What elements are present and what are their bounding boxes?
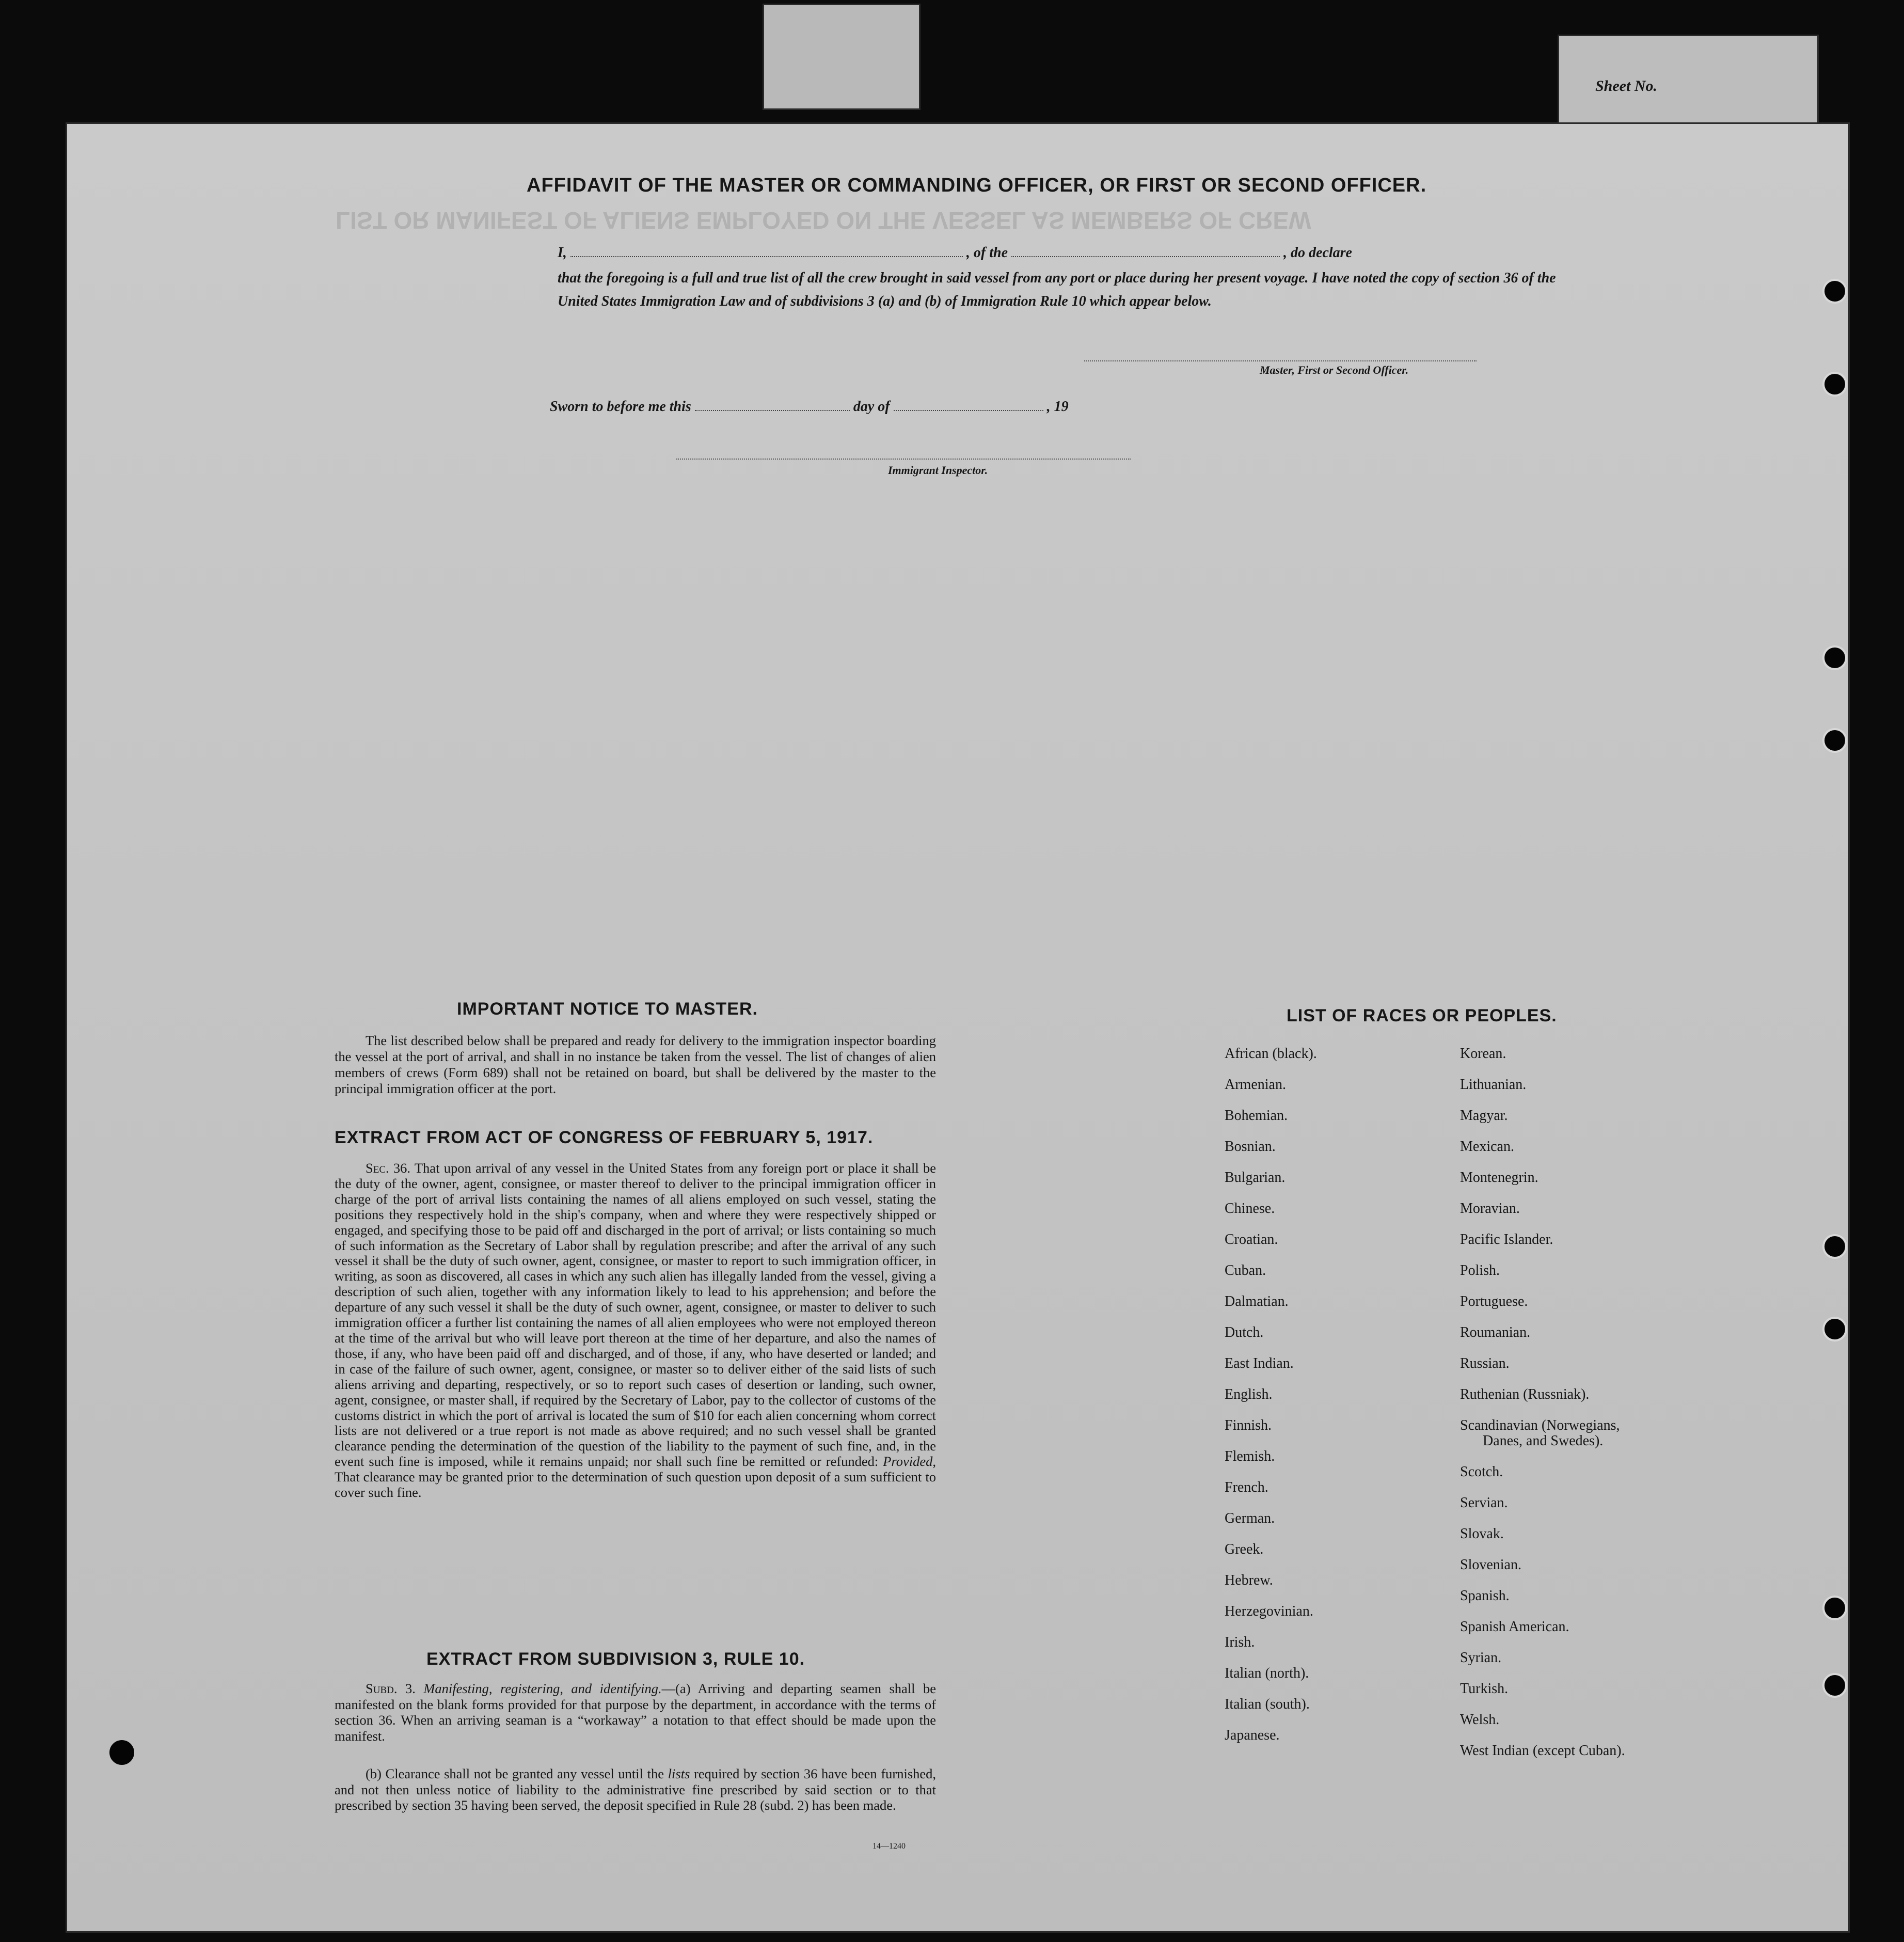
inspector-signature-line[interactable]: [676, 459, 1131, 460]
race-item: English.: [1225, 1386, 1273, 1402]
sheet-number-label: Sheet No.: [1595, 77, 1657, 94]
race-item: Japanese.: [1225, 1727, 1280, 1743]
affidavit-of-the: , of the: [966, 245, 1008, 261]
subd-b-lists: lists: [668, 1766, 690, 1781]
master-name-field[interactable]: [570, 244, 963, 257]
binder-hole: [1822, 1317, 1847, 1341]
race-item: Syrian.: [1460, 1650, 1502, 1666]
sworn-month-field[interactable]: [894, 398, 1043, 411]
race-item: Welsh.: [1460, 1712, 1500, 1728]
race-item: Servian.: [1460, 1495, 1508, 1511]
race-item: Flemish.: [1225, 1448, 1275, 1464]
subd-a-paragraph: [335, 1681, 936, 1744]
binder-hole: [1822, 279, 1847, 304]
sec-36-text: That upon arrival of any vessel in the United States from any foreign port or place it shall be the duty of the owner, agent, consignee, or master thereof to deliver to the principal immigration officer in charge of the port of arrival lists containing the names of all aliens employed on such vessel, stating the positions they respectively hold in the ship's company, when and where they were respectively shipped or engaged, and specifying those to be paid off and discharged in the port of arrival; or lists containing so much of such information as the Secretary of Labor shall by regulation prescribe; and after the arrival of any such vessel it shall be the duty of such owner, agent, consignee, or master to report to such immigration officer, in writing, as soon as discovered, all cases in which any such alien has illegally landed from the vessel, giving a description of such alien, together with any information likely to lead to his apprehension; and before the departure of any such vessel it shall be the duty of such owner, agent, consignee, or master to deliver to such immigration officer a further list containing the names of all alien employees who were not employed thereon at the time of the arrival but who will leave port thereon at the time of her departure, and also the names of those, if any, who have been paid off and discharged, and of those, if any, who have deserted or landed; and in case of the failure of such owner, agent, consignee, or master so to deliver either of the said lists of such aliens arriving and departing, respectively, or so to report such cases of desertion or landing, such owner, agent, consignee, or master shall, if required by the Secretary of Labor, pay to the collector of customs of the customs district in which the port of arrival is located the sum of $10 for each alien concerning whom correct lists are not delivered or a true report is not made as above required; and no such vessel shall be granted clearance pending the determination of the question of the liability to the payment of such fine, and, in the event such fine is imposed, while it remains unpaid; nor shall such fine be remitted or refunded:: [335, 1160, 936, 1470]
subd-a-text: —(a) Arriving and departing seamen shall be manifested on the blank forms provided for that purpose by the department, in accordance with the terms of section 36. When an arriving seaman is a “workaway” a notation to that effect should be made upon the manifest.: [335, 1681, 937, 1744]
sworn-day-of: day of: [853, 399, 890, 415]
extract-act-body: [335, 1161, 936, 1501]
race-item: Italian (north).: [1225, 1665, 1309, 1681]
race-item: Danes, and Swedes).: [1483, 1433, 1604, 1449]
race-item: Pacific Islander.: [1460, 1231, 1553, 1248]
race-item: Spanish American.: [1460, 1619, 1569, 1635]
race-item: Polish.: [1460, 1262, 1500, 1278]
race-item: Korean.: [1460, 1046, 1506, 1062]
race-item: Finnish.: [1225, 1417, 1272, 1433]
binder-hole: [1822, 645, 1847, 670]
race-item: Scandinavian (Norwegians,: [1460, 1417, 1620, 1433]
affidavit-declaration-line: [558, 244, 1352, 261]
race-item: Bulgarian.: [1225, 1170, 1286, 1186]
inspector-caption: Immigrant Inspector.: [888, 464, 988, 477]
signature-caption: Master, First or Second Officer.: [1260, 364, 1409, 376]
subd-b-prefix: (b) Clearance shall not be granted any vessel until the: [366, 1766, 664, 1781]
subd-b-text: required by section 36 have been furnished, and not then unless notice of liability to the administrative fine prescribed by said section or to that prescribed by section 35 having been served, the deposit specified in Rule 28 (subd. 2) has been made.: [335, 1766, 937, 1813]
race-item: Bosnian.: [1225, 1139, 1276, 1155]
bleed-through: LIST OR MANIFEST OF ALIENS EMPLOYED ON THE VESSEL AS MEMBERS OF CREW: [336, 207, 1311, 234]
notice-title: IMPORTANT NOTICE TO MASTER.: [457, 999, 758, 1019]
binder-hole: [1822, 728, 1847, 753]
subd-b-paragraph: [335, 1766, 936, 1813]
race-item: Ruthenian (Russniak).: [1460, 1386, 1590, 1402]
race-item: Hebrew.: [1225, 1572, 1273, 1588]
provided-word: Provided,: [883, 1454, 936, 1470]
race-item: Armenian.: [1225, 1077, 1286, 1093]
race-item: Dalmatian.: [1225, 1293, 1289, 1309]
races-title: LIST OF RACES OR PEOPLES.: [1287, 1006, 1557, 1025]
sworn-prefix: Sworn to before me this: [550, 399, 691, 415]
race-item: Portuguese.: [1460, 1293, 1528, 1309]
binder-hole: [1822, 1234, 1847, 1259]
affidavit-body: that the foregoing is a full and true list of all the crew brought in said vessel from any port or place during her present voyage. I have noted the copy of section 36 of the United States Immigration Law and of subdivisions 3 (a) and (b) of Immigration Rule 10 which appear below.: [558, 270, 1556, 309]
race-item: Moravian.: [1460, 1201, 1520, 1217]
race-item: Chinese.: [1225, 1201, 1275, 1217]
race-item: German.: [1225, 1510, 1275, 1526]
race-item: Montenegrin.: [1460, 1170, 1538, 1186]
sworn-line: [550, 398, 1069, 415]
sec-label: Sec. 36.: [366, 1160, 411, 1176]
manifest-page: [67, 124, 1848, 1931]
race-item: Magyar.: [1460, 1108, 1508, 1124]
race-item: Scotch.: [1460, 1464, 1503, 1480]
binder-hole: [1822, 1673, 1847, 1698]
race-item: West Indian (except Cuban).: [1460, 1743, 1625, 1759]
race-item: Dutch.: [1225, 1324, 1264, 1340]
affidavit-i: I,: [558, 245, 567, 261]
race-item: African (black).: [1225, 1046, 1317, 1062]
race-item: Russian.: [1460, 1355, 1510, 1371]
signature-line[interactable]: [1084, 360, 1477, 361]
back-sheet: [764, 5, 919, 108]
subd-label: Subd. 3.: [366, 1681, 416, 1696]
sworn-day-field[interactable]: [695, 398, 850, 411]
extract-rule-title: EXTRACT FROM SUBDIVISION 3, RULE 10.: [426, 1649, 805, 1669]
binder-hole: [1822, 1596, 1847, 1620]
race-item: Spanish.: [1460, 1588, 1510, 1604]
race-item: Slovenian.: [1460, 1557, 1521, 1573]
sworn-year: , 19: [1046, 399, 1069, 415]
race-item: Turkish.: [1460, 1681, 1509, 1697]
race-item: Mexican.: [1460, 1139, 1514, 1155]
affidavit-title: AFFIDAVIT OF THE MASTER OR COMMANDING OFFICER, OR FIRST OR SECOND OFFICER.: [527, 175, 1427, 196]
race-item: Cuban.: [1225, 1262, 1266, 1278]
race-item: Bohemian.: [1225, 1108, 1288, 1124]
race-item: Lithuanian.: [1460, 1077, 1527, 1093]
race-item: East Indian.: [1225, 1355, 1294, 1371]
notice-body: The list described below shall be prepared and ready for delivery to the immigration inspector boarding the vessel at the port of arrival, and shall in no instance be taken from the vessel. The list of changes of alien members of crews (Form 689) shall not be retained on board, but shall be delivered by the master to the principal immigration officer at the port.: [335, 1033, 936, 1096]
race-item: Roumanian.: [1460, 1324, 1531, 1340]
race-item: Croatian.: [1225, 1231, 1278, 1248]
race-item: Herzegovinian.: [1225, 1603, 1313, 1619]
race-item: Greek.: [1225, 1541, 1264, 1557]
race-item: Slovak.: [1460, 1526, 1504, 1542]
affidavit-do-declare: , do declare: [1283, 245, 1352, 261]
punch-hole: [109, 1740, 134, 1765]
vessel-name-field[interactable]: [1011, 244, 1280, 257]
form-number: 14—1240: [872, 1842, 906, 1851]
race-item: French.: [1225, 1479, 1268, 1495]
subd-heading: Manifesting, registering, and identifying.: [423, 1681, 662, 1696]
race-item: Italian (south).: [1225, 1696, 1310, 1712]
extract-act-title: EXTRACT FROM ACT OF CONGRESS OF FEBRUARY 5, 1917.: [335, 1128, 874, 1147]
binder-hole: [1822, 372, 1847, 397]
race-item: Irish.: [1225, 1634, 1255, 1650]
sec-36-end: That clearance may be granted prior to the determination of such question upon deposit of a sum sufficient to cover such fine.: [335, 1469, 936, 1501]
